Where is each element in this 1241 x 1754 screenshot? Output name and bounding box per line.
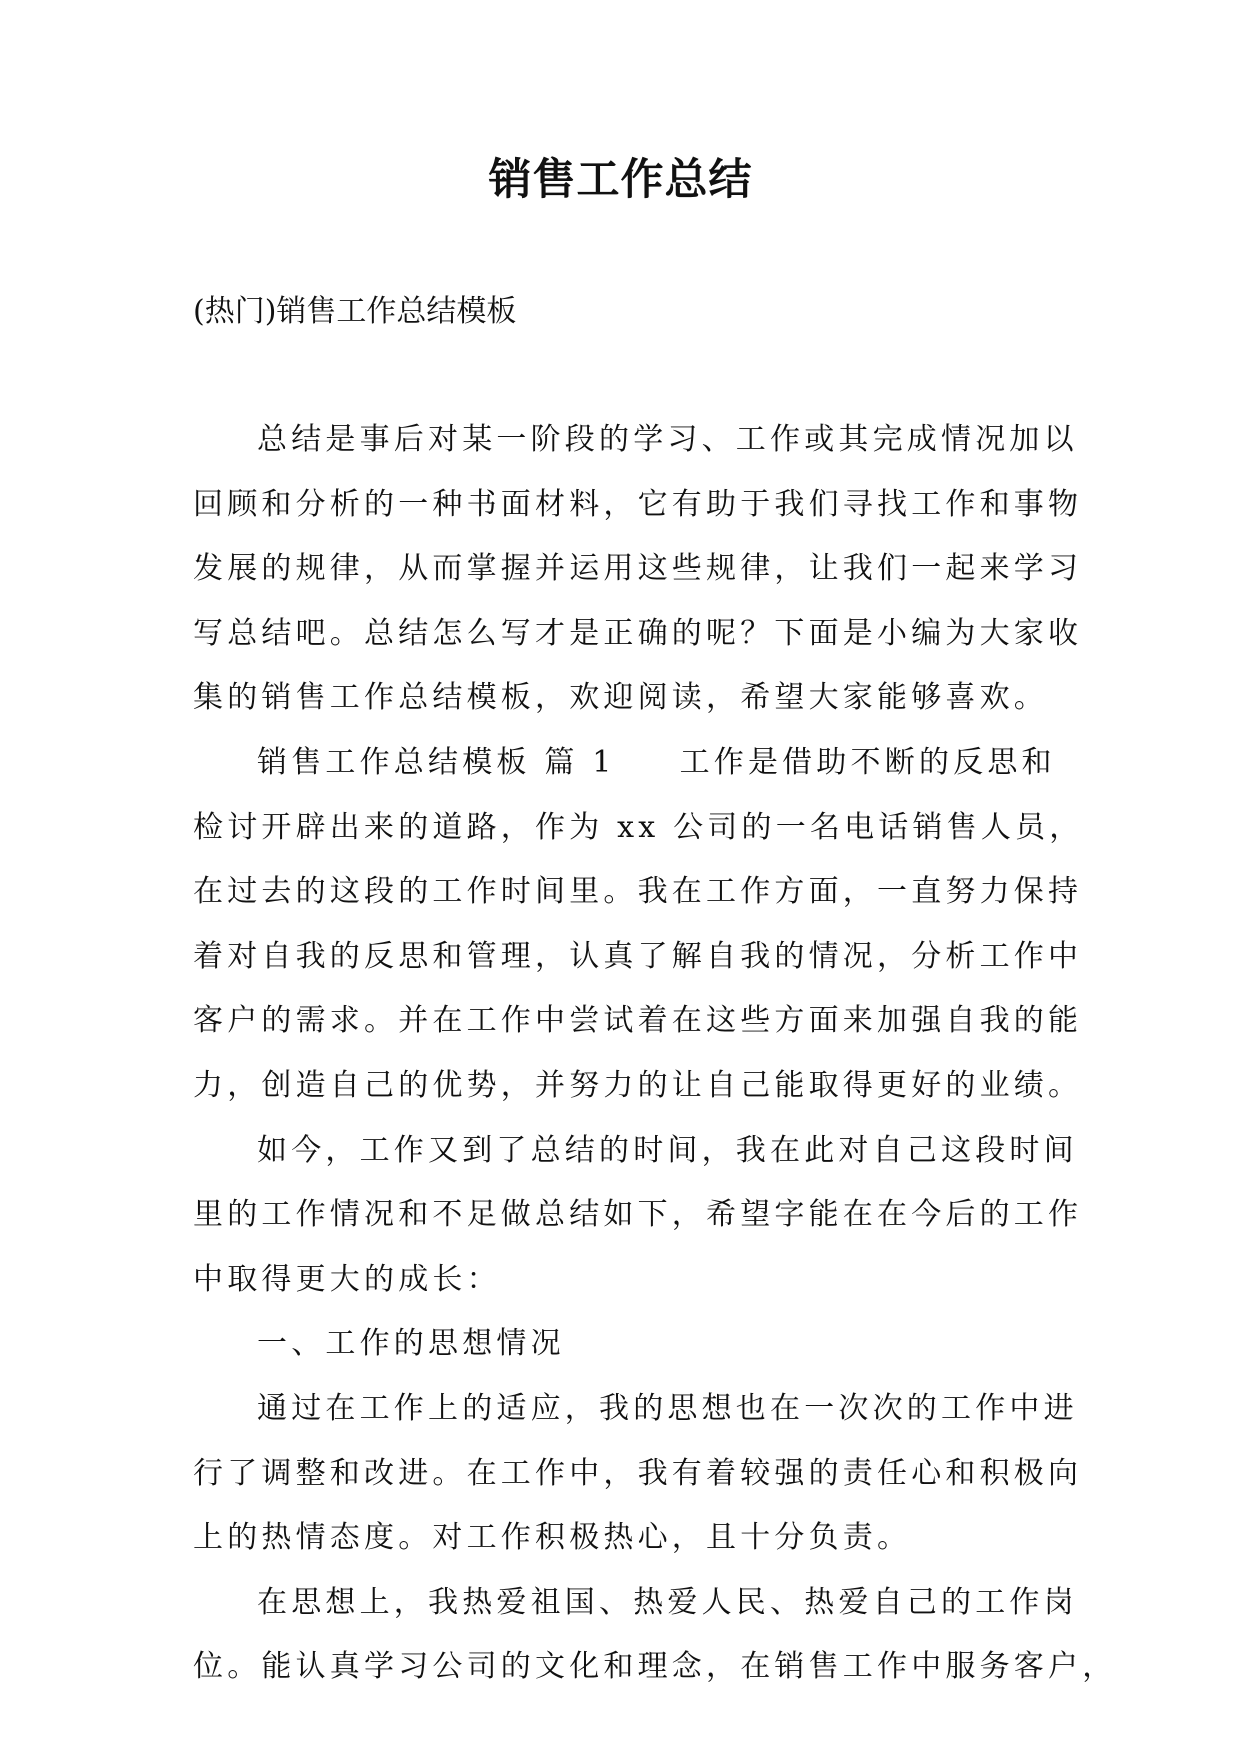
paragraph-line: 在过去的这段的工作时间里。我在工作方面，一直努力保持 — [193, 874, 1083, 910]
paragraph-line: 着对自我的反思和管理，认真了解自我的情况，分析工作中 — [193, 938, 1083, 974]
document-title: 销售工作总结 — [488, 155, 753, 205]
paragraph-line: 客户的需求。并在工作中尝试着在这些方面来加强自我的能 — [193, 1003, 1083, 1039]
document-body — [193, 408, 1117, 1700]
paragraph-line: 中取得更大的成长： — [193, 1261, 501, 1297]
paragraph-line: 写总结吧。总结怎么写才是正确的呢？下面是小编为大家收 — [193, 615, 1083, 651]
paragraph-line: 回顾和分析的一种书面材料，它有助于我们寻找工作和事物 — [193, 486, 1083, 522]
paragraph-line: 总结是事后对某一阶段的学习、工作或其完成情况加以 — [257, 422, 1078, 457]
paragraph-line: 如今，工作又到了总结的时间，我在此对自己这段时间 — [257, 1132, 1078, 1168]
section-heading: 销售工作总结模板 篇 1 — [257, 744, 616, 780]
paragraph-line: 位。能认真学习公司的文化和理念，在销售工作中服务客户， — [193, 1649, 1117, 1685]
paragraph-line: 上的热情态度。对工作积极热心，且十分负责。 — [193, 1520, 912, 1556]
paragraph-line: 检讨开辟出来的道路，作为 xx 公司的一名电话销售人员， — [193, 809, 1084, 845]
paragraph-line: 通过在工作上的适应，我的思想也在一次次的工作中进 — [257, 1390, 1078, 1426]
paragraph-line: 行了调整和改进。在工作中，我有着较强的责任心和积极向 — [193, 1455, 1083, 1491]
paragraph-line: 里的工作情况和不足做总结如下，希望字能在在今后的工作 — [193, 1197, 1083, 1233]
paragraph-start: 工作是借助不断的反思和 — [679, 744, 1056, 780]
paragraph-line: 在思想上，我热爱祖国、热爱人民、热爱自己的工作岗 — [257, 1584, 1078, 1620]
section-heading: 一、工作的思想情况 — [257, 1326, 565, 1362]
section-heading-line — [193, 731, 1073, 796]
paragraph-line: 集的销售工作总结模板，欢迎阅读，希望大家能够喜欢。 — [193, 680, 1048, 716]
paragraph-line: 力，创造自己的优势，并努力的让自己能取得更好的业绩。 — [193, 1067, 1083, 1103]
paragraph-line: 发展的规律，从而掌握并运用这些规律，让我们一起来学习 — [193, 551, 1083, 587]
document-subtitle: (热门)销售工作总结模板 — [193, 294, 517, 329]
